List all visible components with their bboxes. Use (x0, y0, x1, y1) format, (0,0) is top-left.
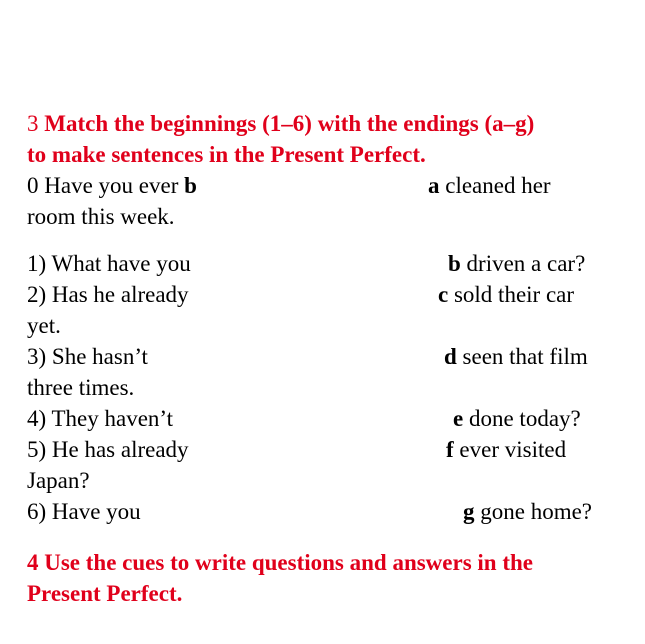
item-continuation: three times. (27, 375, 135, 400)
item-ending-letter: d (444, 344, 457, 369)
item-ending (453, 403, 581, 434)
item-ending (444, 341, 588, 372)
item-ending-letter: e (453, 406, 464, 431)
item-beginning: 3) She hasn’t (27, 344, 148, 369)
match-list (27, 248, 622, 527)
example-ending-text: cleaned her (439, 173, 551, 198)
item-ending-text: gone home? (474, 499, 593, 524)
item-ending (463, 496, 592, 527)
item-beginning: 4) They haven’t (27, 406, 174, 431)
match-item-6 (27, 496, 622, 527)
exercise-3-number: 3 (27, 111, 39, 136)
exercise-4-title-line-2: Present Perfect. (27, 581, 183, 606)
example-beginning-text: 0 Have you ever (27, 173, 185, 198)
item-ending-text: seen that film (456, 344, 588, 369)
exercise-3-heading (27, 108, 622, 170)
item-beginning: 5) He has already (27, 437, 189, 462)
example-ending-letter: a (428, 173, 440, 198)
exercise-4-title-line-1: 4 Use the cues to write questions and answers in the (27, 550, 533, 575)
item-beginning: 1) What have you (27, 251, 191, 276)
item-ending-letter: b (448, 251, 461, 276)
item-continuation: yet. (27, 313, 61, 338)
example-continuation: room this week. (27, 204, 175, 229)
item-ending (438, 279, 574, 310)
item-ending (446, 434, 566, 465)
item-beginning: 6) Have you (27, 499, 141, 524)
item-ending-text: sold their car (448, 282, 575, 307)
item-continuation: Japan? (27, 468, 90, 493)
exercise-3-title-line-2: to make sentences in the Present Perfect. (27, 142, 426, 167)
item-ending-text: driven a car? (460, 251, 586, 276)
example-row (27, 170, 622, 201)
match-item-4 (27, 403, 622, 434)
exercise-4-heading (27, 547, 622, 609)
item-beginning: 2) Has he already (27, 282, 189, 307)
item-ending-letter: f (446, 437, 454, 462)
example-answer: b (184, 173, 197, 198)
item-ending-letter: g (463, 499, 475, 524)
example-beginning (27, 170, 197, 201)
match-item-1 (27, 248, 622, 279)
item-ending (448, 248, 585, 279)
exercise-3-title-line-1: Match the beginnings (1–6) with the endings (a–g) (44, 111, 535, 136)
match-item-2 (27, 279, 622, 310)
example-ending (428, 170, 551, 201)
match-item-3 (27, 341, 622, 372)
item-ending-text: done today? (463, 406, 581, 431)
match-item-5 (27, 434, 622, 465)
worksheet (27, 108, 622, 609)
item-ending-text: ever visited (453, 437, 567, 462)
item-ending-letter: c (438, 282, 449, 307)
